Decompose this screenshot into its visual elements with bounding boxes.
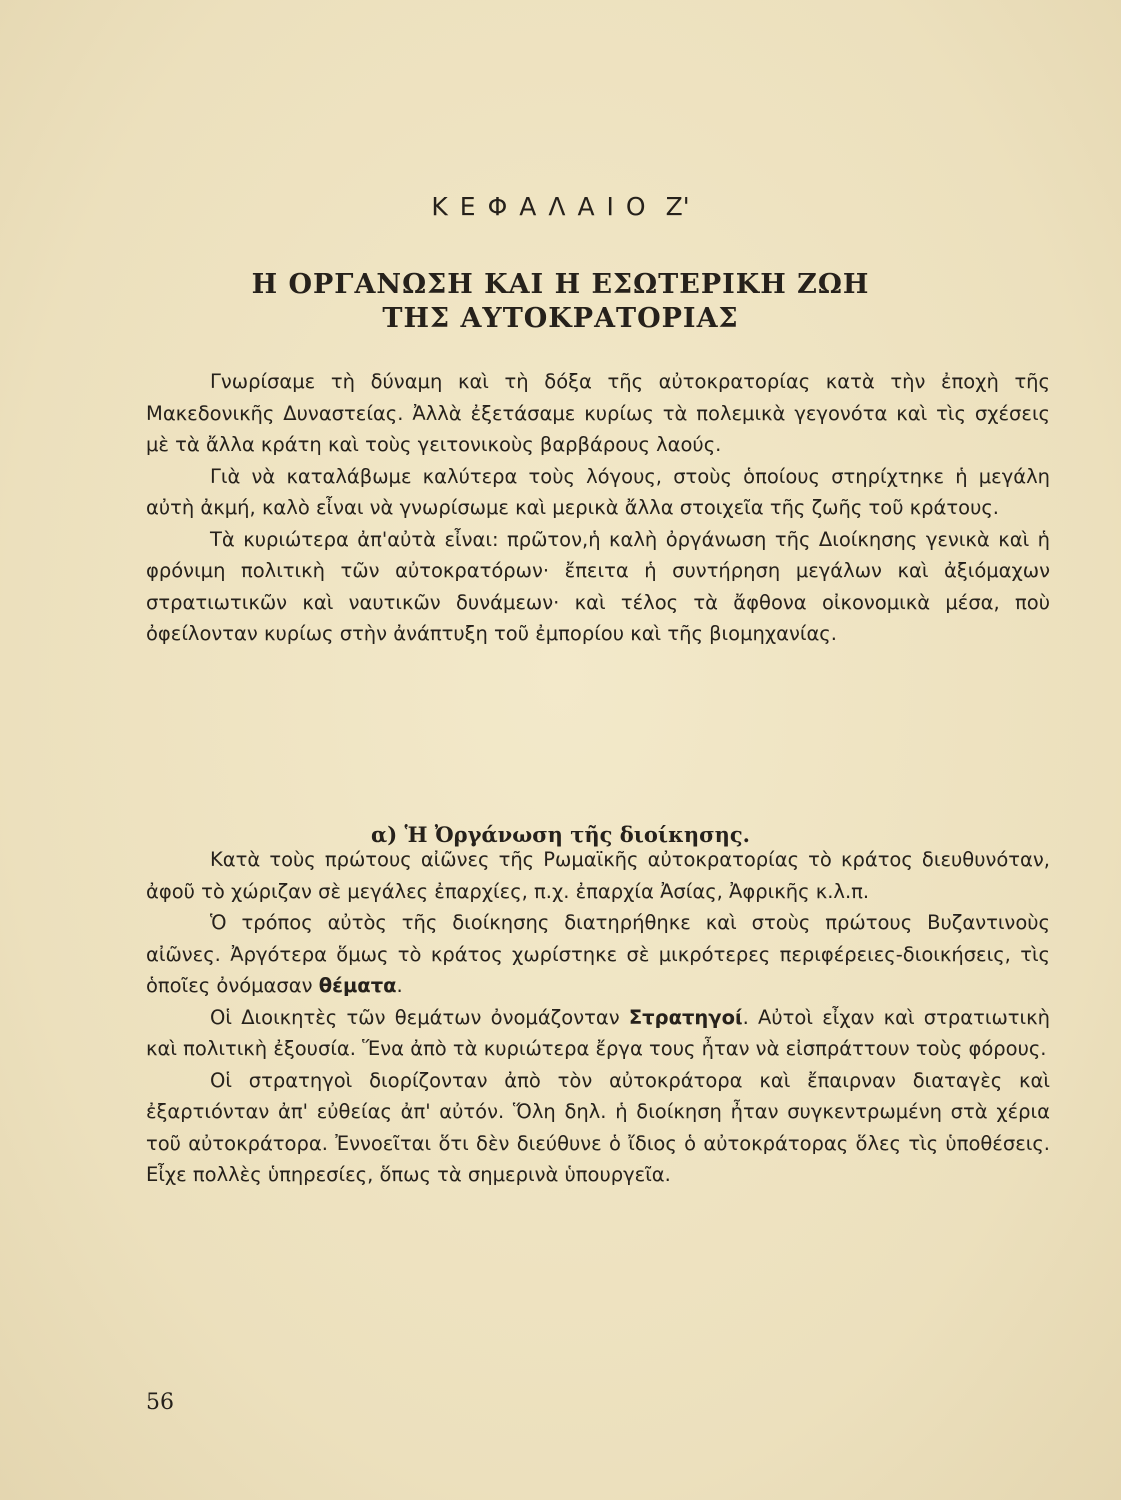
body-paragraph-2-text: Ὁ τρόπος αὐτὸς τῆς διοίκησης διατηρήθηκε καὶ στοὺς πρώτους Βυζαντινοὺς αἰῶνες. Ἀργότερα ὅμως τὸ κράτος χωρίστηκε σὲ μικρότερες περιφέρειες-διοικήσεις, τὶς ὁποῖες ὀνόμασαν	[146, 911, 1050, 997]
term-themata: θέματα	[318, 974, 397, 997]
body-text	[146, 844, 1050, 1191]
chapter-title-line-1: Η ΟΡΓΑΝΩΣΗ ΚΑΙ Η ΕΣΩΤΕΡΙΚΗ ΖΩΗ	[251, 269, 870, 300]
body-paragraph-4: Οἱ στρατηγοὶ διορίζονταν ἀπὸ τὸν αὐτοκράτορα καὶ ἔπαιρναν διαταγὲς καὶ ἐξαρτιόνταν ἀπ' εὐθείας ἀπ' αὐτόν. Ὅλη δηλ. ἡ διοίκηση ἦταν συγκεντρωμένη στὰ χέρια τοῦ αὐτοκράτορα. Ἐννοεῖται ὅτι δὲν διεύθυνε ὁ ἴδιος ὁ αὐτοκράτορας ὅλες τὶς ὑποθέσεις. Εἶχε πολλὲς ὑπηρεσίες, ὅπως τὰ σημερινὰ ὑπουργεῖα.	[146, 1068, 1050, 1186]
body-paragraph-3-end: . Αὐτοὶ εἶχαν καὶ στρατιωτικὴ καὶ πολιτικὴ ἐξουσία. Ἕνα ἀπὸ τὰ κυριώτερα ἔργα τους ἦταν νὰ εἰσπράττουν τοὺς φόρους.	[146, 1005, 1050, 1060]
chapter-number: Ζ'	[665, 192, 690, 221]
body-paragraph-1: Κατὰ τοὺς πρώτους αἰῶνες τῆς Ρωμαϊκῆς αὐτοκρατορίας τὸ κράτος διευθυνόταν, ἀφοῦ τὸ χώριζαν σὲ μεγάλες ἐπαρχίες, π.χ. ἐπαρχία Ἀσίας, Ἀφρικῆς κ.λ.π.	[146, 848, 1050, 903]
intro-paragraph-1: Γνωρίσαμε τὴ δύναμη καὶ τὴ δόξα τῆς αὐτοκρατορίας κατὰ τὴν ἐποχὴ τῆς Μακεδονικῆς Δυναστείας. Ἀλλὰ ἐξετάσαμε κυρίως τὰ πολεμικὰ γεγονότα καὶ τὶς σχέσεις μὲ τὰ ἄλλα κράτη καὶ τοὺς γειτονικοὺς βαρβάρους λαούς.	[146, 370, 1050, 456]
body-paragraph-3-text: Οἱ Διοικητὲς τῶν θεμάτων ὀνομάζονταν	[210, 1005, 629, 1029]
intro-paragraph-2: Γιὰ νὰ καταλάβωμε καλύτερα τοὺς λόγους, στοὺς ὁποίους στηρίχτηκε ἡ μεγάλη αὐτὴ ἀκμή, καλὸ εἶναι νὰ γνωρίσωμε καὶ μερικὰ ἄλλα στοιχεῖα τῆς ζωῆς τοῦ κράτους.	[146, 464, 1050, 519]
chapter-heading	[0, 192, 1121, 221]
section-heading: α) Ἡ Ὀργάνωση τῆς διοίκησης.	[371, 822, 750, 847]
chapter-title	[0, 268, 1121, 336]
chapter-word: ΚΕΦΑΛΑΙΟ	[431, 192, 658, 221]
intro-paragraph-3: Τὰ κυριώτερα ἀπ'αὐτὰ εἶναι: πρῶτον,ἡ καλὴ ὀργάνωση τῆς Διοίκησης γενικὰ καὶ ἡ φρόνιμη πολιτικὴ τῶν αὐτοκρατόρων· ἔπειτα ἡ συντήρηση μεγάλων καὶ ἀξιόμαχων στρατιωτικῶν καὶ ναυτικῶν δυνάμεων· καὶ τέλος τὰ ἄφθονα οἰκονομικὰ μέσα, ποὺ ὀφείλονταν κυρίως στὴν ἀνάπτυξη τοῦ ἐμπορίου καὶ τῆς βιομηχανίας.	[146, 527, 1050, 645]
term-strategoi: Στρατηγοί	[628, 1005, 743, 1029]
chapter-title-line-2: ΤΗΣ ΑΥΤΟΚΡΑΤΟΡΙΑΣ	[382, 303, 739, 334]
page-number: 56	[146, 1390, 174, 1415]
body-paragraph-2	[146, 907, 1050, 1002]
body-paragraph-2-end: .	[396, 974, 403, 997]
intro-text	[146, 366, 1050, 650]
body-paragraph-3	[146, 1002, 1050, 1065]
